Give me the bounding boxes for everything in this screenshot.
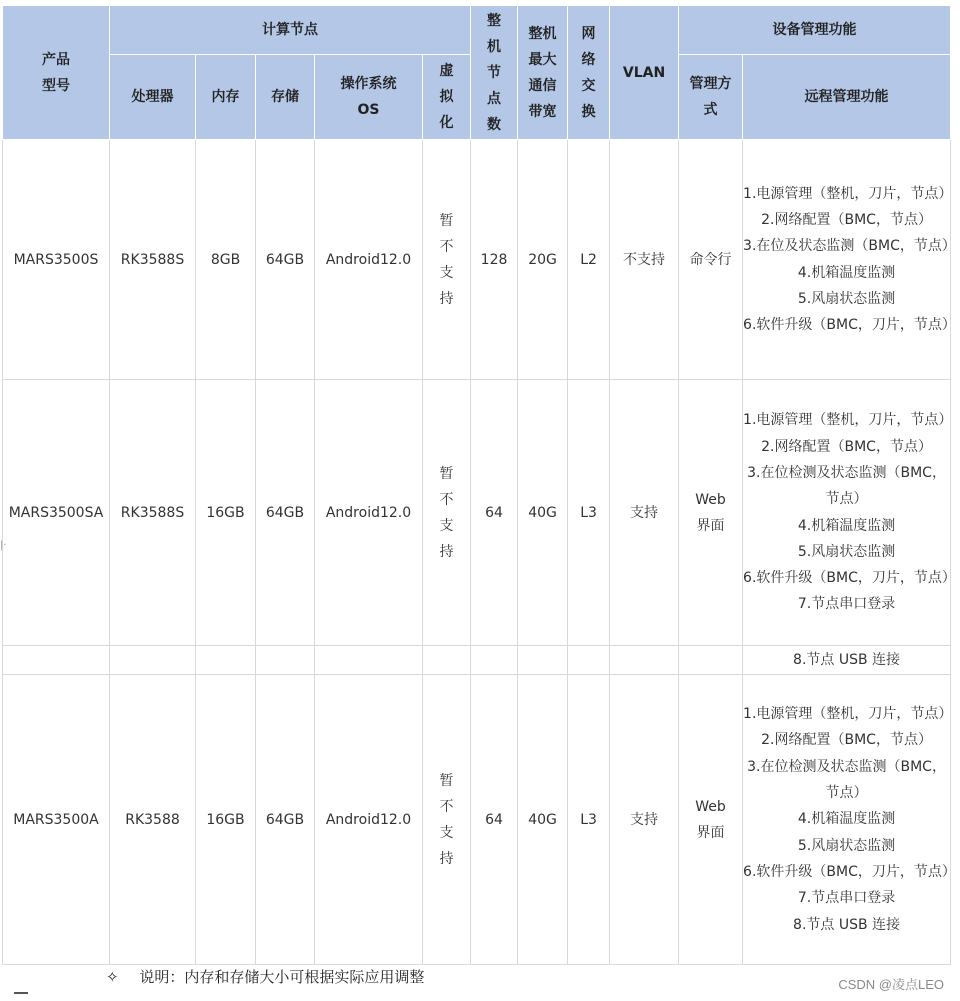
cell-vlan: 支持 — [610, 675, 679, 965]
func-item: 6.软件升级（BMC，刀片，节点） — [743, 570, 956, 587]
cell-storage: 64GB — [256, 380, 315, 646]
func-item: 4.机箱温度监测 — [797, 264, 896, 281]
cell-node-count: 128 — [471, 140, 518, 380]
cell-memory: 16GB — [196, 380, 256, 646]
header-compute-node: 计算节点 — [110, 6, 471, 55]
header-storage: 存储 — [256, 55, 315, 140]
left-margin-mark: |· — [0, 540, 7, 551]
cell-model: MARS3500S — [3, 140, 110, 380]
cell-processor: RK3588S — [110, 380, 196, 646]
func-item: 4.机箱温度监测 — [797, 517, 896, 534]
header-switching: 网络交换 — [568, 6, 610, 140]
spec-table — [2, 5, 956, 965]
func-item: 7.节点串口登录 — [797, 596, 896, 613]
cell-processor: RK3588S — [110, 140, 196, 380]
header-bandwidth: 整机 最大 通信 带宽 — [518, 6, 568, 140]
func-item: 8.节点 USB 连接 — [793, 916, 901, 933]
header-node-count: 整机节点数 — [471, 6, 518, 140]
header-mgmt-method: 管理方 式 — [679, 55, 743, 140]
cell-switching: L3 — [568, 380, 610, 646]
cell-mgmt-method: Web 界面 — [679, 380, 743, 646]
cell-processor: RK3588 — [110, 675, 196, 965]
cell-storage: 64GB — [256, 675, 315, 965]
cell-memory: 16GB — [196, 675, 256, 965]
cell-remote-mgmt — [743, 140, 956, 380]
func-item: 3.在位检测及状态监测（BMC，节点） — [747, 758, 946, 802]
header-remote-mgmt: 远程管理功能 — [743, 55, 951, 140]
cell-storage: 64GB — [256, 140, 315, 380]
cell-virtualization: 暂不支持 — [423, 675, 471, 965]
footnote — [106, 966, 424, 987]
cell-remote-mgmt-extra — [743, 646, 951, 675]
func-item: 6.软件升级（BMC，刀片，节点） — [743, 863, 956, 880]
cell-vlan: 不支持 — [610, 140, 679, 380]
header-vlan: VLAN — [610, 6, 679, 140]
cell-bandwidth: 40G — [518, 675, 568, 965]
table-row — [3, 646, 951, 675]
diamond-icon: ✧ — [106, 968, 119, 986]
cell-model: MARS3500SA — [3, 380, 110, 646]
cell-virtualization: 暂不支持 — [423, 380, 471, 646]
func-item: 8.节点 USB 连接 — [793, 651, 901, 668]
func-item: 6.软件升级（BMC，刀片，节点） — [743, 317, 956, 334]
cell-bandwidth: 20G — [518, 140, 568, 380]
table-row — [3, 675, 951, 965]
func-item: 1.电源管理（整机，刀片，节点） — [743, 185, 953, 202]
cell-remote-mgmt — [743, 675, 956, 965]
func-item: 5.风扇状态监测 — [797, 837, 896, 854]
func-item: 5.风扇状态监测 — [797, 290, 896, 307]
cell-vlan: 支持 — [610, 380, 679, 646]
cell-mgmt-method: 命令行 — [679, 140, 743, 380]
header-product-model: 产品 型号 — [3, 6, 110, 140]
header-processor: 处理器 — [110, 55, 196, 140]
cell-virtualization: 暂不支持 — [423, 140, 471, 380]
watermark: CSDN @凌点LEO — [838, 977, 944, 992]
header-os: 操作系统 OS — [315, 55, 423, 140]
func-item: 1.电源管理（整机，刀片，节点） — [743, 412, 953, 429]
table-row — [3, 140, 951, 380]
cell-os: Android12.0 — [315, 140, 423, 380]
func-item: 2.网络配置（BMC，节点） — [761, 732, 932, 749]
header-device-mgmt: 设备管理功能 — [679, 6, 951, 55]
func-item: 5.风扇状态监测 — [797, 543, 896, 560]
bottom-mark — [14, 992, 28, 994]
cell-os: Android12.0 — [315, 380, 423, 646]
cell-bandwidth: 40G — [518, 380, 568, 646]
header-memory: 内存 — [196, 55, 256, 140]
cell-node-count: 64 — [471, 380, 518, 646]
func-item: 4.机箱温度监测 — [797, 811, 896, 828]
header-virtualization: 虚拟化 — [423, 55, 471, 140]
cell-mgmt-method: Web 界面 — [679, 675, 743, 965]
func-item: 7.节点串口登录 — [797, 890, 896, 907]
func-item: 2.网络配置（BMC，节点） — [761, 438, 932, 455]
cell-switching: L3 — [568, 675, 610, 965]
func-item: 2.网络配置（BMC，节点） — [761, 211, 932, 228]
table-row — [3, 380, 951, 646]
func-item: 3.在位及状态监测（BMC，节点） — [743, 238, 956, 255]
cell-remote-mgmt — [743, 380, 956, 646]
cell-node-count: 64 — [471, 675, 518, 965]
cell-os: Android12.0 — [315, 675, 423, 965]
func-item: 1.电源管理（整机，刀片，节点） — [743, 706, 953, 723]
cell-switching: L2 — [568, 140, 610, 380]
cell-memory: 8GB — [196, 140, 256, 380]
cell-model: MARS3500A — [3, 675, 110, 965]
footnote-text: 说明：内存和存储大小可根据实际应用调整 — [139, 968, 425, 986]
func-item: 3.在位检测及状态监测（BMC，节点） — [747, 464, 946, 508]
